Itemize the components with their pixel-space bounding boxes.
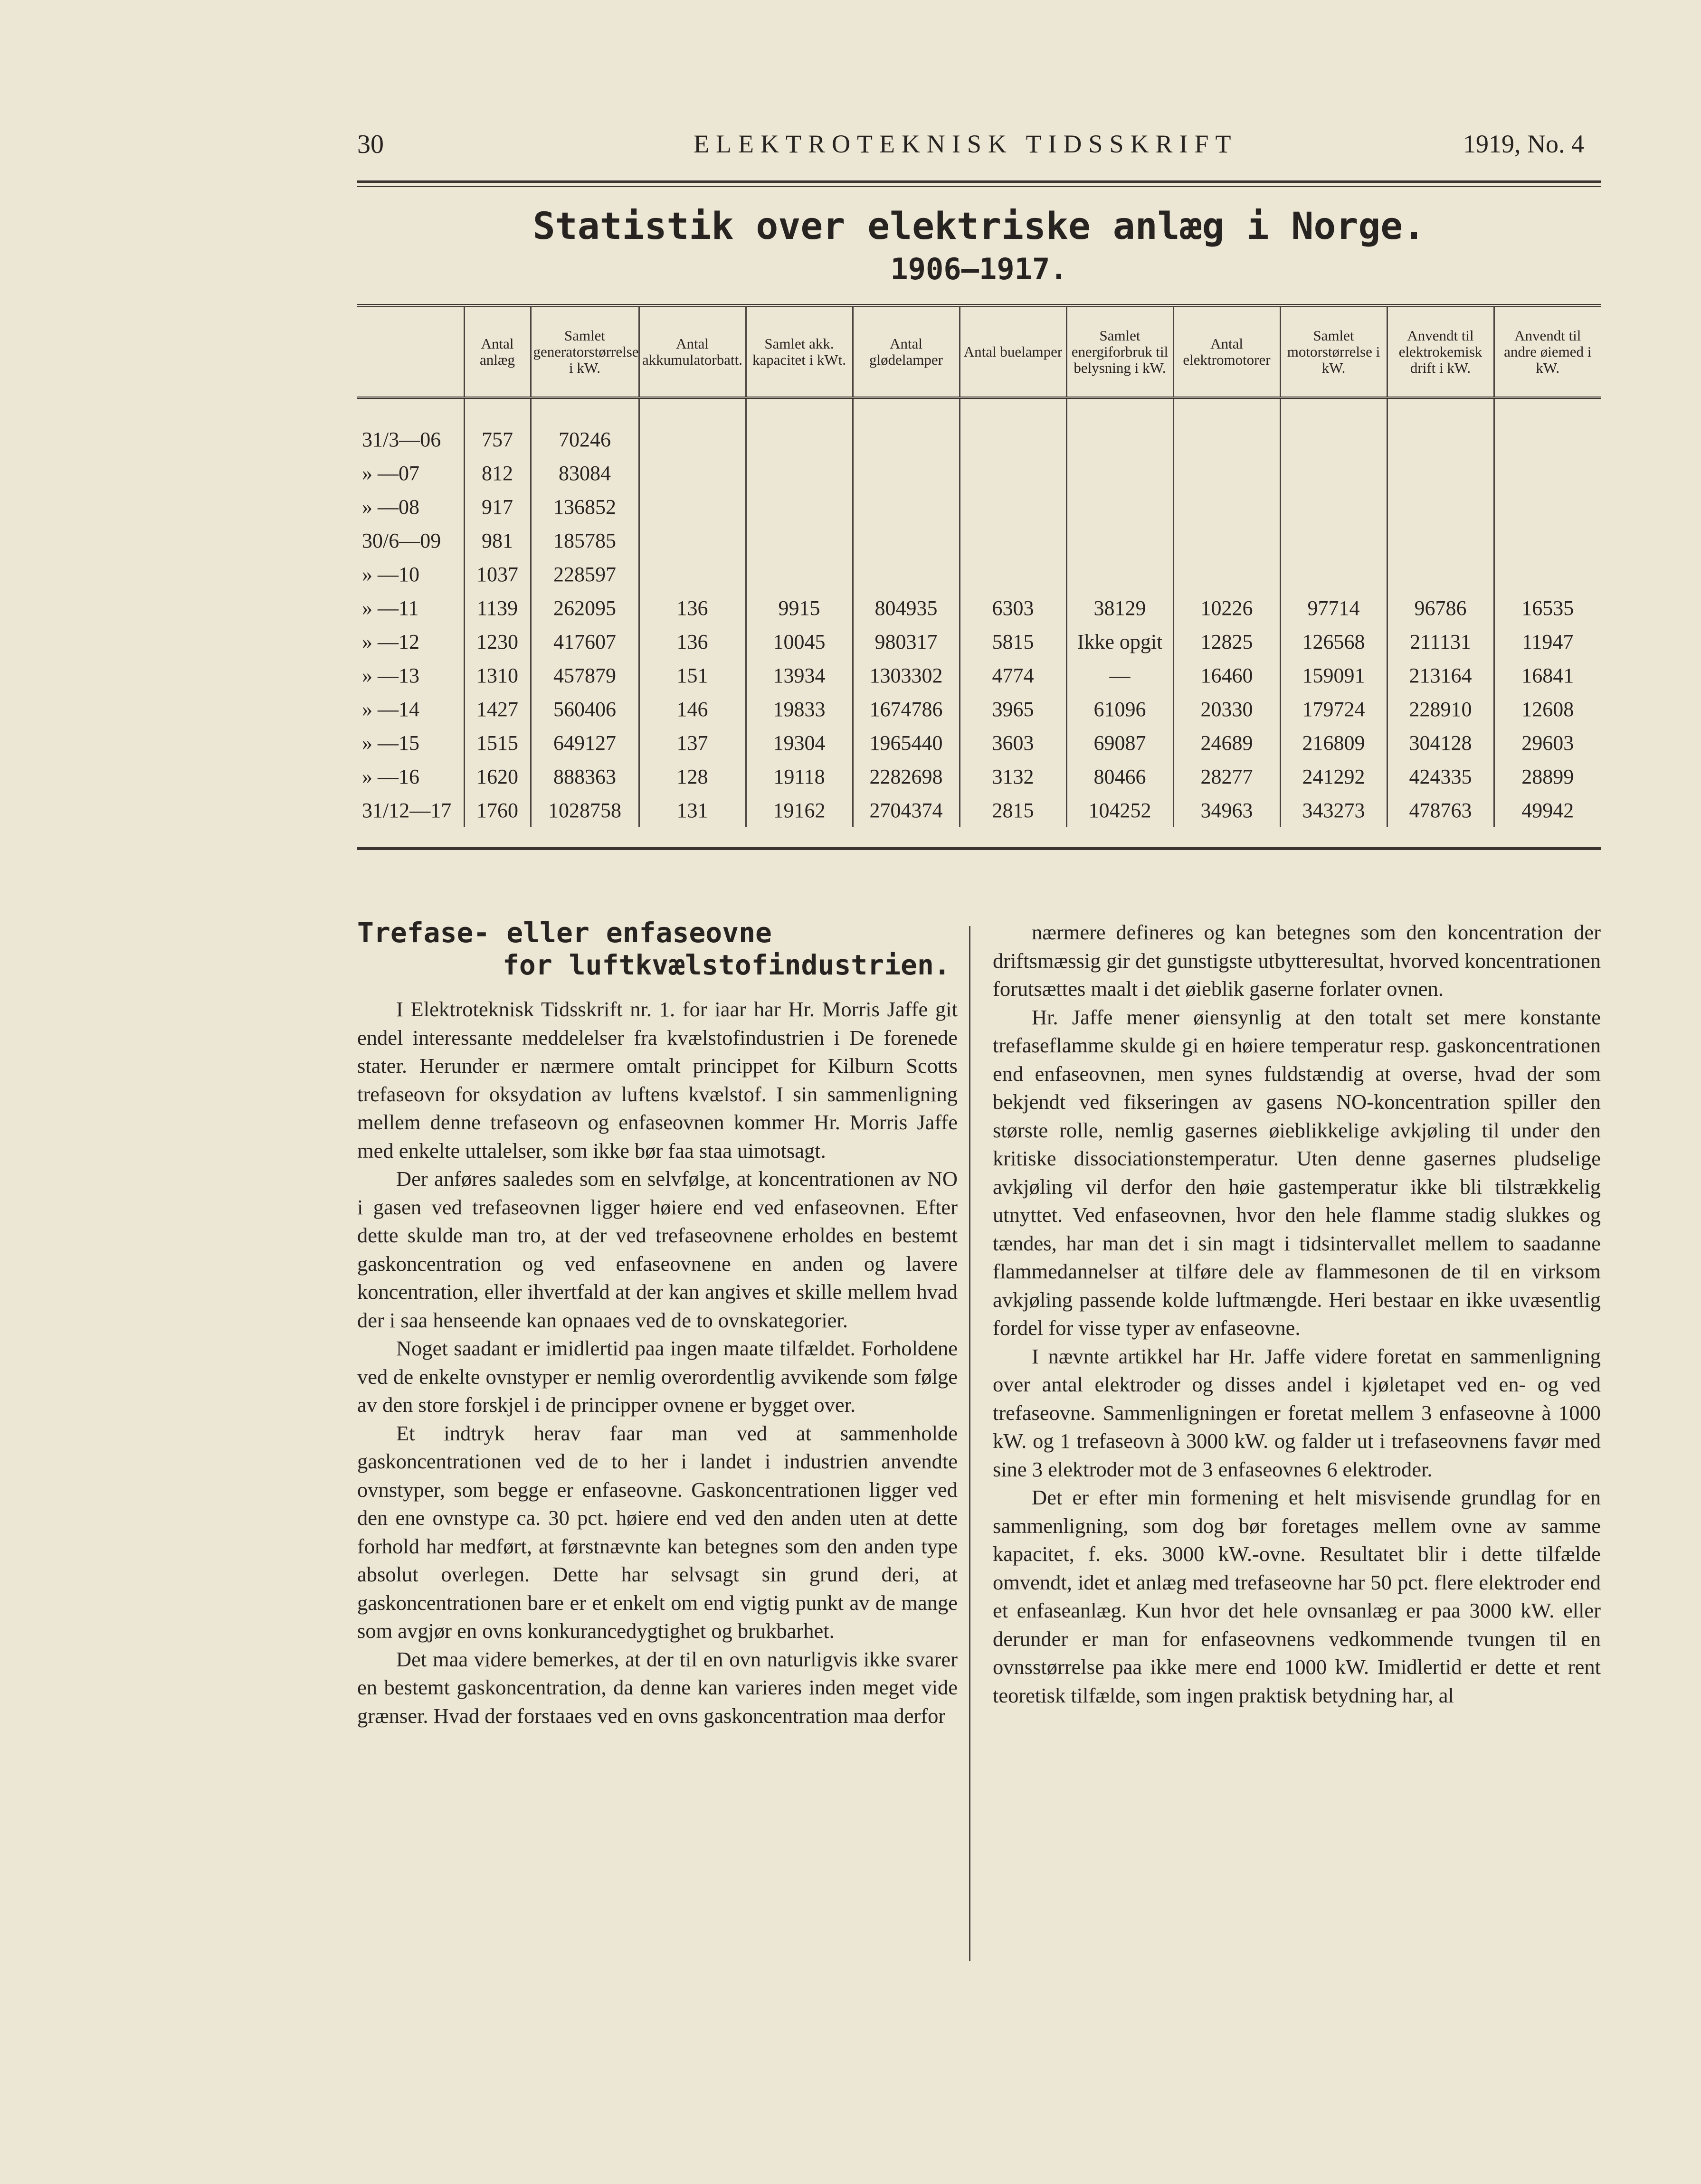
- table-cell: 128: [639, 760, 746, 794]
- table-cell: 1037: [464, 558, 531, 591]
- column-header: Samlet akk. kapacitet i kWt.: [746, 306, 853, 398]
- table-cell: 917: [464, 490, 531, 524]
- table-cell: [746, 524, 853, 558]
- table-cell: 1427: [464, 692, 531, 726]
- table-cell: [853, 524, 960, 558]
- table-cell: 28899: [1494, 760, 1601, 794]
- table-cell: 262095: [531, 591, 639, 625]
- spacer-cell: [464, 398, 531, 423]
- column-header: Anvendt til andre øiemed i kW.: [1494, 306, 1601, 398]
- table-cell: 888363: [531, 760, 639, 794]
- table-cell: 34963: [1173, 794, 1280, 827]
- spacer-cell: [853, 398, 960, 423]
- table-cell: 83084: [531, 456, 639, 490]
- spacer-cell: [531, 398, 639, 423]
- spacer-cell: [1173, 398, 1280, 423]
- spacer-cell: [960, 398, 1066, 423]
- table-cell: [639, 456, 746, 490]
- article-left-column: [357, 995, 958, 1730]
- table-cell: 146: [639, 692, 746, 726]
- table-cell: [639, 558, 746, 591]
- table-cell: [639, 423, 746, 456]
- table-row: [357, 794, 1601, 827]
- table-cell: 19118: [746, 760, 853, 794]
- table-cell: 216809: [1280, 726, 1387, 760]
- table-cell: [1066, 524, 1173, 558]
- table-cell: 1310: [464, 659, 531, 692]
- table-cell: 343273: [1280, 794, 1387, 827]
- table-cell: 136852: [531, 490, 639, 524]
- table-cell: [746, 558, 853, 591]
- table-cell: [1494, 456, 1601, 490]
- table-cell: [1280, 456, 1387, 490]
- table-cell: 2282698: [853, 760, 960, 794]
- spacer-cell: [639, 398, 746, 423]
- table-cell: 2704374: [853, 794, 960, 827]
- table-cell: [1066, 423, 1173, 456]
- table-cell: 20330: [1173, 692, 1280, 726]
- row-date-cell: 31/12—17: [362, 799, 452, 822]
- table-cell: [1173, 558, 1280, 591]
- column-header: Antal anlæg: [464, 306, 531, 398]
- table-cell: [960, 558, 1066, 591]
- row-date-cell: » —07: [362, 462, 419, 485]
- table-cell: 3603: [960, 726, 1066, 760]
- table-cell: 228597: [531, 558, 639, 591]
- table-cell: [1173, 456, 1280, 490]
- table-cell: 1515: [464, 726, 531, 760]
- spacer-cell: [1066, 398, 1173, 423]
- header-rule-thin: [357, 186, 1601, 187]
- table-cell: 424335: [1387, 760, 1494, 794]
- table-cell: 4774: [960, 659, 1066, 692]
- table-cell: 10045: [746, 625, 853, 659]
- table-cell: [1387, 524, 1494, 558]
- spacer-cell: [1387, 398, 1494, 423]
- table-cell: 16841: [1494, 659, 1601, 692]
- article-paragraph: Hr. Jaffe mener øiensynlig at den totalt set mere konstante trefaseflamme skulde gi en høiere temperatur resp. gaskoncentrationen end enfaseovnen, men synes fuldstændig at overse, hvad der som bekjendt ved fikseringen av gasens NO-koncentration spiller den største rolle, nemlig gasernes øieblikkelige avkjøling til under den kritiske dissociationstemperatur. Uten denne gasernes pludselige avkjøling vil derfor den høie gastemperatur ikke bli tilstrækkelig utnyttet. Ved enfaseovnen, hvor den hele flamme stadig slukkes og tændes, har man det i sin magt i tidsintervallet mellem to saadanne flammedannelser at tilføre dele av flammesonen de til en virksom avkjøling passende kolde luftmængde. Heri bestaar en ikke uvæsentlig fordel for visse typer av enfaseovne.: [993, 1005, 1601, 1340]
- table-row: [357, 423, 1601, 456]
- table-cell: [960, 490, 1066, 524]
- table-cell: 1620: [464, 760, 531, 794]
- table-cell: 151: [639, 659, 746, 692]
- table-row: [357, 591, 1601, 625]
- table-cell: [639, 490, 746, 524]
- spacer-cell: [746, 398, 853, 423]
- table-cell: 211131: [1387, 625, 1494, 659]
- table-cell: 136: [639, 591, 746, 625]
- table-cell: 9915: [746, 591, 853, 625]
- table-cell: 11947: [1494, 625, 1601, 659]
- table-cell: 126568: [1280, 625, 1387, 659]
- table-cell: 19162: [746, 794, 853, 827]
- table-cell: 12608: [1494, 692, 1601, 726]
- table-cell: 417607: [531, 625, 639, 659]
- table-cell: [1387, 423, 1494, 456]
- table-cell: 12825: [1173, 625, 1280, 659]
- row-date-cell: 30/6—09: [362, 529, 441, 552]
- table-cell: 1230: [464, 625, 531, 659]
- table-cell: [853, 490, 960, 524]
- table-cell: 3132: [960, 760, 1066, 794]
- table-cell: [1066, 490, 1173, 524]
- table-cell: 812: [464, 456, 531, 490]
- table-cell: 185785: [531, 524, 639, 558]
- table-cell: [1387, 456, 1494, 490]
- table-cell: [746, 456, 853, 490]
- table-cell: 1674786: [853, 692, 960, 726]
- table-cell: [1494, 423, 1601, 456]
- table-header-row: [357, 306, 1601, 398]
- article-paragraph: Der anføres saaledes som en selvfølge, at koncentrationen av NO i gasen ved trefaseovnen ligger høiere end ved enfaseovnen. Efter dette skulde man tro, at der ved trefaseovnene erholdes en bestemt gaskoncentration og ved enfaseovnene en anden og lavere koncentration, eller ihvertfald at der kan angives et skille mellem hvad der i saa henseende kan opnaaes ved de to ovnskategorier.: [357, 1167, 958, 1332]
- article-paragraph: Noget saadant er imidlertid paa ingen maate tilfældet. Forholdene ved de enkelte ovnstyper er nemlig overordentlig avvikende som følge av den store forskjel i de principper ovnene er bygget over.: [357, 1336, 958, 1417]
- table-cell: [1387, 490, 1494, 524]
- article-paragraph: Det maa videre bemerkes, at der til en ovn naturligvis ikke svarer en bestemt gaskoncentration, da denne kan varieres inden meget vide grænser. Hvad der forstaaes ved en ovns gaskoncentration maa derfor: [357, 1647, 958, 1728]
- table-cell: [1280, 558, 1387, 591]
- statistics-title: Statistik over elektriske anlæg i Norge.: [532, 205, 1425, 248]
- table-cell: [746, 423, 853, 456]
- column-header: Antal elektromotorer: [1173, 306, 1280, 398]
- table-cell: 70246: [531, 423, 639, 456]
- table-row: [357, 659, 1601, 692]
- table-cell: 1965440: [853, 726, 960, 760]
- row-date-cell: » —16: [362, 765, 419, 788]
- table-cell: 13934: [746, 659, 853, 692]
- table-cell: 757: [464, 423, 531, 456]
- statistics-years: 1906—1917.: [890, 252, 1068, 286]
- row-date-cell: » —08: [362, 495, 419, 519]
- statistics-table: [357, 304, 1601, 827]
- table-cell: 1028758: [531, 794, 639, 827]
- issue-label: 1919, No. 4: [1463, 130, 1584, 158]
- article-heading-line2: for luftkvælstofindustrien.: [503, 949, 950, 981]
- table-cell: [1494, 558, 1601, 591]
- table-cell: 19304: [746, 726, 853, 760]
- table-row: [357, 456, 1601, 490]
- column-header: Samlet motorstørrelse i kW.: [1280, 306, 1387, 398]
- table-cell: [639, 524, 746, 558]
- article-paragraph: Det er efter min formening et helt misvisende grundlag for en sammenligning, som dog bør foretages mellem ovne av samme kapacitet, f. eks. 3000 kW.-ovne. Resultatet blir i dette tilfælde omvendt, idet et anlæg med trefaseovne har 50 pct. flere elektroder end et enfaseanlæg. Kun hvor det hele ovnsanlæg er paa 3000 kW. eller derunder er man for enfaseovnens vedkommende tvungen til en ovnsstørrelse paa ikke mere end 1000 kW. Imidlertid er dette et rent teoretisk tilfælde, som ingen praktisk betydning har, al: [993, 1485, 1601, 1707]
- table-cell: 19833: [746, 692, 853, 726]
- table-row: [357, 692, 1601, 726]
- table-cell: [853, 456, 960, 490]
- table-row: [357, 490, 1601, 524]
- spacer-cell: [1494, 398, 1601, 423]
- article-paragraph: nærmere defineres og kan betegnes som den koncentration der driftsmæssig gir det gunstigste utbytteresultat, hvorved koncentrationen forutsættes maalt i det øieblik gaserne forlater ovnen.: [993, 920, 1601, 1001]
- table-body: [357, 398, 1601, 828]
- article-paragraph: I nævnte artikkel har Hr. Jaffe videre foretat en sammenligning over antal elektroder og disses andel i kjøletapet ved en- og ved trefaseovne. Sammenligningen er foretat mellem 3 enfaseovne à 1000 kW. og 1 trefaseovn à 3000 kW. og falder ut i trefaseovnens favør med sine 3 elektroder mot de 3 enfaseovnes 6 elektroder.: [993, 1344, 1601, 1481]
- spacer-cell: [1280, 398, 1387, 423]
- table-cell: 241292: [1280, 760, 1387, 794]
- table-cell: 1303302: [853, 659, 960, 692]
- table-row: [357, 558, 1601, 591]
- table-cell: 159091: [1280, 659, 1387, 692]
- table-cell: [960, 524, 1066, 558]
- table-cell: 5815: [960, 625, 1066, 659]
- header-rule-thick: [357, 180, 1601, 183]
- table-cell: [960, 423, 1066, 456]
- table-cell: 1760: [464, 794, 531, 827]
- page-number: 30: [357, 130, 384, 159]
- table-cell: 49942: [1494, 794, 1601, 827]
- row-date-cell: » —15: [362, 731, 419, 755]
- table-cell: [1387, 558, 1494, 591]
- article-heading-line1: Trefase- eller enfaseovne: [357, 917, 772, 949]
- table-cell: 804935: [853, 591, 960, 625]
- table-cell: [853, 423, 960, 456]
- column-header: Samlet energiforbruk til belysning i kW.: [1066, 306, 1173, 398]
- journal-title: ELEKTROTEKNISK TIDSSKRIFT: [694, 130, 1238, 158]
- table-cell: [1494, 490, 1601, 524]
- table-cell: Ikke opgit: [1066, 625, 1173, 659]
- spacer-cell: [357, 398, 464, 423]
- row-date-cell: » —12: [362, 630, 419, 653]
- table-cell: [1173, 490, 1280, 524]
- row-date-cell: » —13: [362, 664, 419, 687]
- table-cell: 61096: [1066, 692, 1173, 726]
- table-cell: 96786: [1387, 591, 1494, 625]
- table-cell: 478763: [1387, 794, 1494, 827]
- table-cell: 1139: [464, 591, 531, 625]
- table-cell: 304128: [1387, 726, 1494, 760]
- table-spacer-row: [357, 398, 1601, 423]
- table-bottom-rule: [357, 847, 1601, 850]
- table-cell: [1280, 423, 1387, 456]
- table-cell: 16535: [1494, 591, 1601, 625]
- table-cell: 649127: [531, 726, 639, 760]
- table-cell: [1173, 423, 1280, 456]
- table-cell: [1066, 456, 1173, 490]
- column-header: Antal akkumulatorbatt.: [639, 306, 746, 398]
- table-cell: [853, 558, 960, 591]
- table-cell: [746, 490, 853, 524]
- table-cell: 560406: [531, 692, 639, 726]
- table-cell: 457879: [531, 659, 639, 692]
- table-cell: 179724: [1280, 692, 1387, 726]
- column-header: Samlet generatorstørrelse i kW.: [531, 306, 639, 398]
- column-header: Antal buelamper: [960, 306, 1066, 398]
- table-cell: 137: [639, 726, 746, 760]
- table-cell: 2815: [960, 794, 1066, 827]
- table-cell: [960, 456, 1066, 490]
- table-cell: 104252: [1066, 794, 1173, 827]
- table-cell: 131: [639, 794, 746, 827]
- article-right-column: [993, 918, 1601, 1710]
- table-cell: 38129: [1066, 591, 1173, 625]
- table-row: [357, 726, 1601, 760]
- table-cell: 97714: [1280, 591, 1387, 625]
- row-date-cell: 31/3—06: [362, 428, 441, 451]
- table-cell: 24689: [1173, 726, 1280, 760]
- table-cell: 10226: [1173, 591, 1280, 625]
- row-date-cell: » —14: [362, 698, 419, 721]
- table-cell: 136: [639, 625, 746, 659]
- table-cell: 29603: [1494, 726, 1601, 760]
- table-cell: 6303: [960, 591, 1066, 625]
- table-cell: 213164: [1387, 659, 1494, 692]
- row-date-cell: » —11: [362, 596, 419, 620]
- column-header: Antal glødelamper: [853, 306, 960, 398]
- table-row: [357, 524, 1601, 558]
- table-cell: [1066, 558, 1173, 591]
- table-cell: [1494, 524, 1601, 558]
- table-cell: 3965: [960, 692, 1066, 726]
- table-cell: [1280, 524, 1387, 558]
- table-cell: 228910: [1387, 692, 1494, 726]
- table-row: [357, 760, 1601, 794]
- table-cell: 981: [464, 524, 531, 558]
- table-cell: [1280, 490, 1387, 524]
- row-date-cell: » —10: [362, 563, 419, 586]
- table-cell: 28277: [1173, 760, 1280, 794]
- article-paragraph: Et indtryk herav faar man ved at sammenholde gaskoncentrationen ved de to her i landet i industrien anvendte ovnstyper, som begge er enfaseovne. Gaskoncentrationen ligger ved den ene ovnstype ca. 30 pct. høiere end ved den anden uten at dette forhold har medført, at førstnævnte kan betegnes som den anden type absolut overlegen. Dette har selvsagt sin grund deri, at gaskoncentrationen bare er et enkelt om end vigtig punkt av de mange som avgjør en ovns konkurancedygtighet og brukbarhet.: [357, 1421, 958, 1643]
- column-divider: [969, 926, 970, 1961]
- table-cell: —: [1066, 659, 1173, 692]
- table-cell: 980317: [853, 625, 960, 659]
- column-header: [357, 306, 464, 398]
- table-cell: [1173, 524, 1280, 558]
- table-cell: 80466: [1066, 760, 1173, 794]
- column-header: Anvendt til elektrokemisk drift i kW.: [1387, 306, 1494, 398]
- table-row: [357, 625, 1601, 659]
- table-cell: 69087: [1066, 726, 1173, 760]
- article-paragraph: I Elektroteknisk Tidsskrift nr. 1. for iaar har Hr. Morris Jaffe git endel interessante meddelelser fra kvælstofindustrien i De forenede stater. Herunder er nærmere omtalt princippet for Kilburn Scotts trefaseovn for oksydation av luftens kvælstof. I sin sammenligning mellem denne trefaseovn og enfaseovnen kommer Hr. Morris Jaffe med enkelte uttalelser, som ikke bør faa staa uimotsagt.: [357, 997, 958, 1163]
- table-cell: 16460: [1173, 659, 1280, 692]
